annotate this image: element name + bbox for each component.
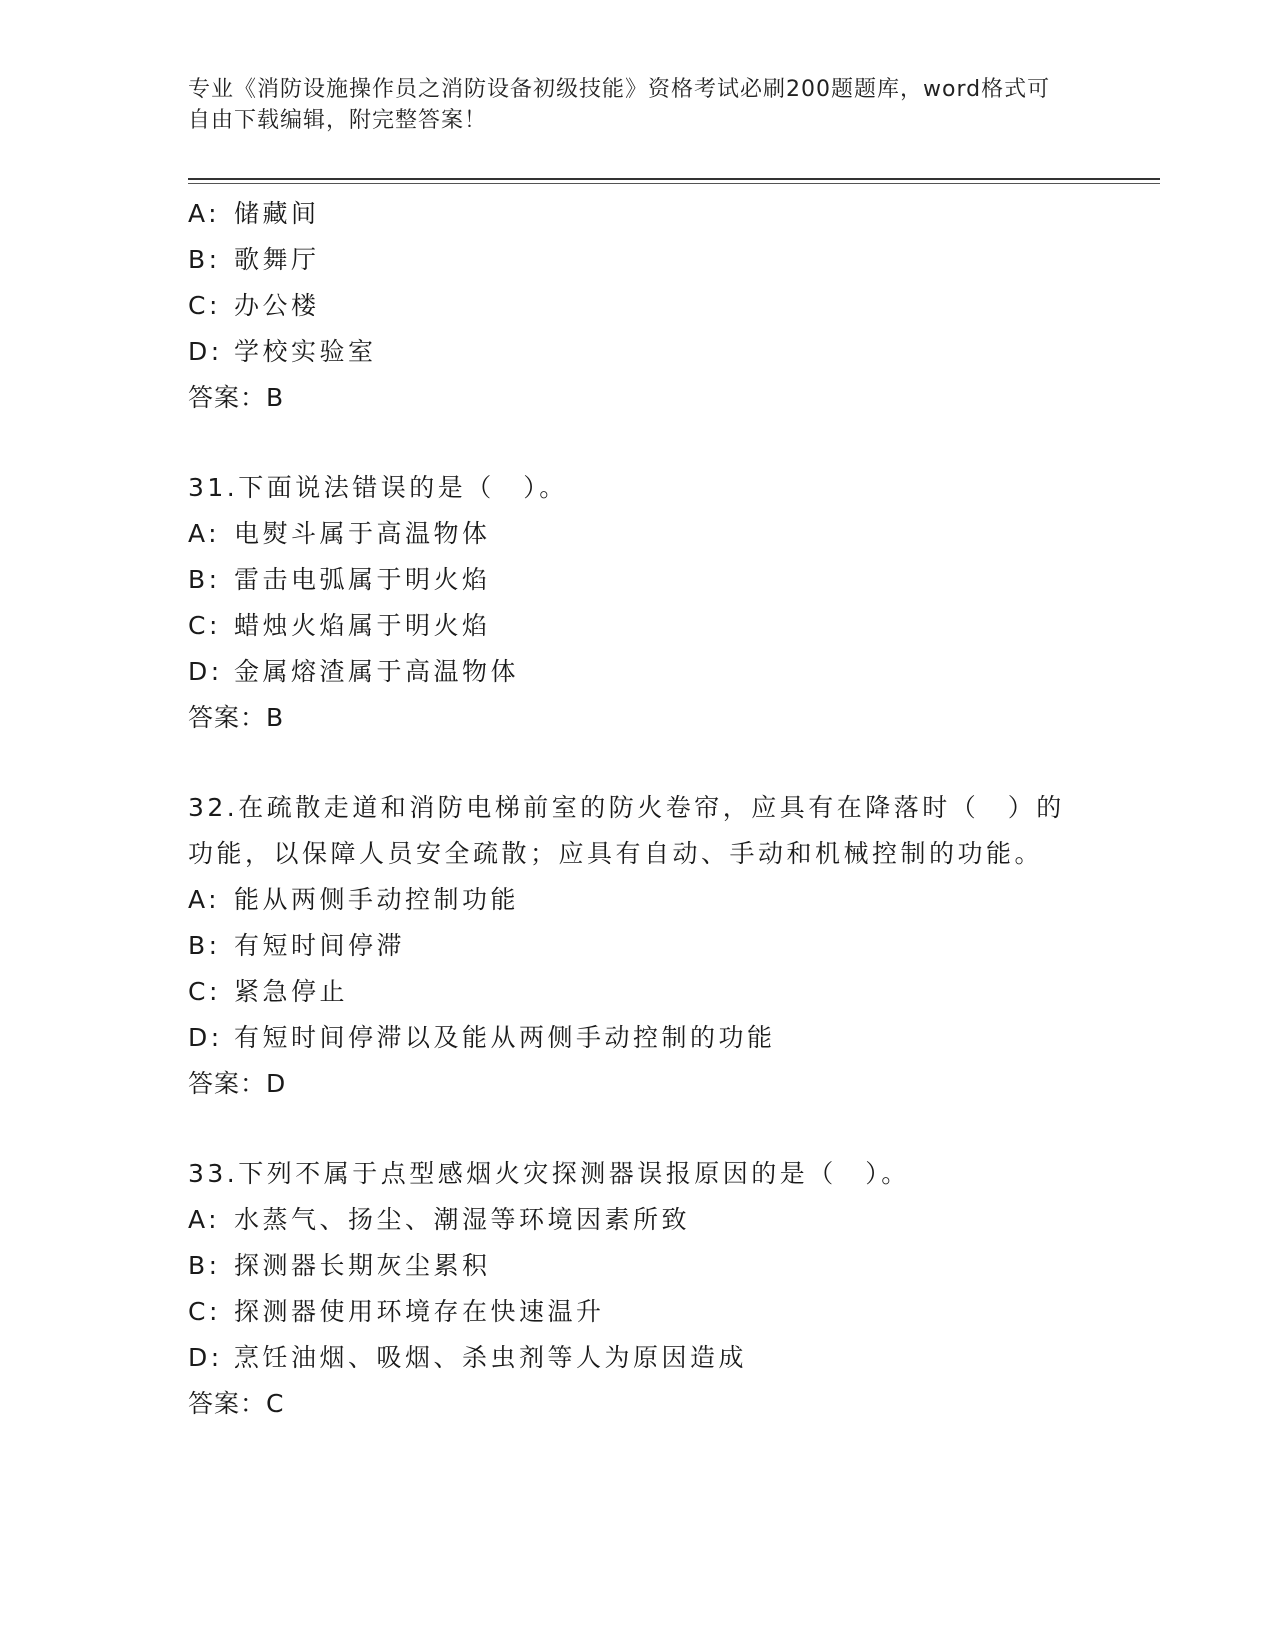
option-text: 歌舞厅 <box>234 245 320 274</box>
option-text: 紧急停止 <box>234 977 349 1006</box>
option-d <box>188 1335 1088 1381</box>
option-c <box>188 969 1088 1015</box>
header-rule-thin <box>188 183 1160 184</box>
question-block-33 <box>188 1151 1088 1427</box>
option-letter: A: <box>188 885 221 914</box>
option-d <box>188 329 1088 375</box>
option-text: 探测器长期灰尘累积 <box>234 1251 491 1280</box>
question-block-31 <box>188 465 1088 741</box>
option-a <box>188 1197 1088 1243</box>
answer-line: 答案：D <box>188 1069 287 1098</box>
option-text: 雷击电弧属于明火焰 <box>234 565 491 594</box>
option-text: 有短时间停滞 <box>234 931 406 960</box>
option-letter: C: <box>188 977 221 1006</box>
option-b <box>188 557 1088 603</box>
option-c <box>188 283 1088 329</box>
option-letter: B: <box>188 1251 221 1280</box>
question-text: 32.在疏散走道和消防电梯前室的防火卷帘，应具有在降落时（ ）的功能，以保障人员安全疏散；应具有自动、手动和机械控制的功能。 <box>188 793 1065 868</box>
option-a <box>188 191 1088 237</box>
answer-line: 答案：B <box>188 383 285 412</box>
option-text: 烹饪油烟、吸烟、杀虫剂等人为原因造成 <box>234 1343 748 1372</box>
option-letter: D: <box>188 657 223 686</box>
question-block-32 <box>188 785 1088 1107</box>
option-letter: A: <box>188 519 221 548</box>
option-d <box>188 649 1088 695</box>
option-letter: C: <box>188 611 221 640</box>
option-letter: B: <box>188 931 221 960</box>
option-b <box>188 1243 1088 1289</box>
answer-line: 答案：B <box>188 703 285 732</box>
option-a <box>188 511 1088 557</box>
partial-question-block <box>188 191 1088 421</box>
option-text: 储藏间 <box>234 199 320 228</box>
option-letter: D: <box>188 337 223 366</box>
option-text: 金属熔渣属于高温物体 <box>234 657 520 686</box>
question-text: 31.下面说法错误的是（ ）。 <box>188 473 568 502</box>
option-letter: C: <box>188 1297 221 1326</box>
question-text: 33.下列不属于点型感烟火灾探测器误报原因的是（ ）。 <box>188 1159 910 1188</box>
option-letter: B: <box>188 245 221 274</box>
option-letter: C: <box>188 291 221 320</box>
option-text: 蜡烛火焰属于明火焰 <box>234 611 491 640</box>
question-content <box>188 191 1088 1427</box>
option-letter: D: <box>188 1343 223 1372</box>
option-c <box>188 603 1088 649</box>
option-text: 探测器使用环境存在快速温升 <box>234 1297 605 1326</box>
option-a <box>188 877 1088 923</box>
option-d <box>188 1015 1088 1061</box>
header-rule-thick <box>188 178 1160 180</box>
option-letter: B: <box>188 565 221 594</box>
option-text: 办公楼 <box>234 291 320 320</box>
option-letter: D: <box>188 1023 223 1052</box>
option-b <box>188 923 1088 969</box>
option-text: 电熨斗属于高温物体 <box>234 519 491 548</box>
option-text: 有短时间停滞以及能从两侧手动控制的功能 <box>234 1023 776 1052</box>
option-b <box>188 237 1088 283</box>
option-letter: A: <box>188 199 221 228</box>
answer-line: 答案：C <box>188 1389 285 1418</box>
page-header: 专业《消防设施操作员之消防设备初级技能》资格考试必刷200题题库，word格式可自由下载编辑，附完整答案！ <box>188 77 1051 133</box>
option-letter: A: <box>188 1205 221 1234</box>
option-c <box>188 1289 1088 1335</box>
option-text: 学校实验室 <box>234 337 377 366</box>
option-text: 水蒸气、扬尘、潮湿等环境因素所致 <box>234 1205 691 1234</box>
option-text: 能从两侧手动控制功能 <box>234 885 520 914</box>
